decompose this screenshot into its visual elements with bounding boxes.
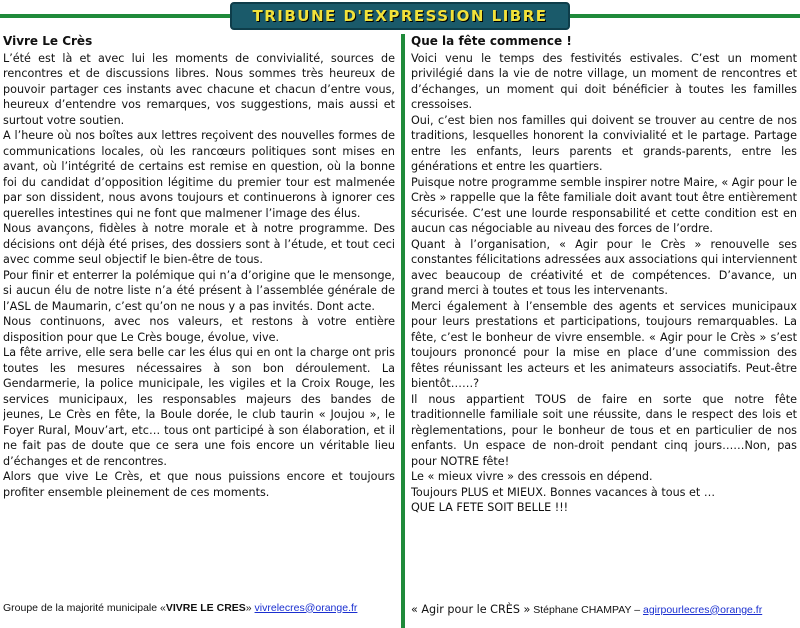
left-paragraph: Nous avançons, fidèles à notre morale et à notre programme. Des décisions ont déjà été prises, des dossiers sont à l’étude, et tout ceci avec comme seul objectif le bien-être de tous. <box>3 222 395 266</box>
right-email-link[interactable]: agirpourlecres@orange.fr <box>642 603 763 616</box>
right-paragraph: Oui, c’est bien nos familles qui doivent se trouver au centre de nos traditions, lesquelles honorent la convivialité et le partage. Partage entre les enfants, leurs parents et grands-parents, entre les générations et entre les quartiers. <box>411 113 797 173</box>
right-signature-name: Stéphane CHAMPAY – <box>530 603 643 616</box>
header-banner <box>230 2 570 30</box>
right-paragraph: Quant à l’organisation, « Agir pour le Crès » renouvelle ses constantes félicitations adressées aux associations qui interviennent avec beaucoup de créativité et de compétences. D’avance, un grand merci à toutes et tous les intervenants. <box>411 237 797 297</box>
right-paragraph: Toujours PLUS et MIEUX. Bonnes vacances à tous et … <box>411 485 716 499</box>
left-paragraph: Alors que vive Le Crès, et que nous puissions encore et toujours profiter ensemble pleinement de ces moments. <box>3 470 395 499</box>
right-signature <box>411 602 797 619</box>
right-paragraph: QUE LA FETE SOIT BELLE !!! <box>411 501 569 514</box>
left-paragraph: Nous continuons, avec nos valeurs, et restons à votre entière disposition pour que Le Crès bouge, évolue, vive. <box>3 315 395 344</box>
right-paragraph: Voici venu le temps des festivités estivales. C’est un moment privilégié dans la vie de notre village, un moment de rencontres et d’échanges, un moment qui doit bénéficier à toutes les familles cressoises. <box>411 51 797 111</box>
left-signature-suffix: » <box>245 601 255 614</box>
left-paragraph: La fête arrive, elle sera belle car les élus qui en ont la charge ont pris toutes les mesures nécessaires à son bon déroulement. La Gendarmerie, la police municipale, les vigiles et la Croix Rouge, les services municipaux, les responsables majeurs des bandes de jeunes, Le Crès en fête, la Boule dorée, le club taurin « Joujou », le Foyer Rural, Mouv’art, etc… tous ont participé à son élaboration, et il ne fait pas de doute que ce sera une fois encore un véritable lieu d’échanges et de rencontres. <box>3 346 395 468</box>
left-column-title: Vivre Le Crès <box>3 34 93 48</box>
column-divider <box>401 34 405 628</box>
left-paragraph: Pour finir et enterrer la polémique qui n’a d’origine que le mensonge, si aucun élu de notre liste n’a été présent à l’assemblée générale de l’ASL de Maumarin, c’est qu’on ne nous y a pas invités. Dont acte. <box>3 268 395 313</box>
left-paragraph: L’été est là et avec lui les moments de convivialité, sources de rencontres et de discussions libres. Nous sommes très heureux de pouvoir partager ces instants avec chacune et chacun d’entre vous, heureux d’entendre vos remarques, vos suggestions, mais aussi et surtout votre soutien. <box>3 51 395 127</box>
right-paragraph: Il nous appartient TOUS de faire en sorte que notre fête traditionnelle familiale soit une réussite, dans le respect des lois et règlementations, pour le bonheur de tous et en particulier de nos enfants. Un espace de non-droit pendant cinq jours……Non, pas pour NOTRE fête! <box>411 392 797 468</box>
left-column <box>3 34 395 628</box>
left-signature <box>3 601 395 617</box>
left-email-link[interactable]: vivrelecres@orange.fr <box>254 601 358 614</box>
right-paragraph: Le « mieux vivre » des cressois en dépend. <box>411 470 653 483</box>
right-paragraph: Puisque notre programme semble inspirer notre Maire, « Agir pour le Crès » rappelle que la fête familiale doit avant tout être entièrement sécurisée. C’est une lourde responsabilité et cette condition est en aucun cas négociable au niveau des forces de l’ordre. <box>411 175 797 235</box>
right-paragraph: Merci également à l’ensemble des agents et services municipaux pour leurs prestations et participations, toujours remarquables. La fête, c’est le bonheur de vivre ensemble. « Agir pour le Crès » s’est toujours prononcé pour la mise en place d’une commission des fêtes réunissant les acteurs et les animateurs associatifs. Peut-être bientôt……? <box>411 299 797 390</box>
left-signature-prefix: Groupe de la majorité municipale « <box>3 601 166 614</box>
page-title: TRIBUNE D'EXPRESSION LIBRE <box>252 7 548 25</box>
left-signature-group: VIVRE LE CRES <box>165 601 246 614</box>
left-paragraph: A l’heure où nos boîtes aux lettres reçoivent des nouvelles formes de communications locales, où les rancœurs politiques sont mises en avant, où l’intégrité de certains est remise en question, où la bonne foi du candidat d’opposition légitime du premier tour est malmenée par son dissident, nous avons toujours et continuerons à ignorer ces querelles intestines qui ne font que malmener l’image des élus. <box>3 129 395 220</box>
right-column <box>411 34 797 628</box>
right-signature-group: « Agir pour le CRÈS » <box>411 602 531 616</box>
right-column-title: Que la fête commence ! <box>411 34 572 48</box>
